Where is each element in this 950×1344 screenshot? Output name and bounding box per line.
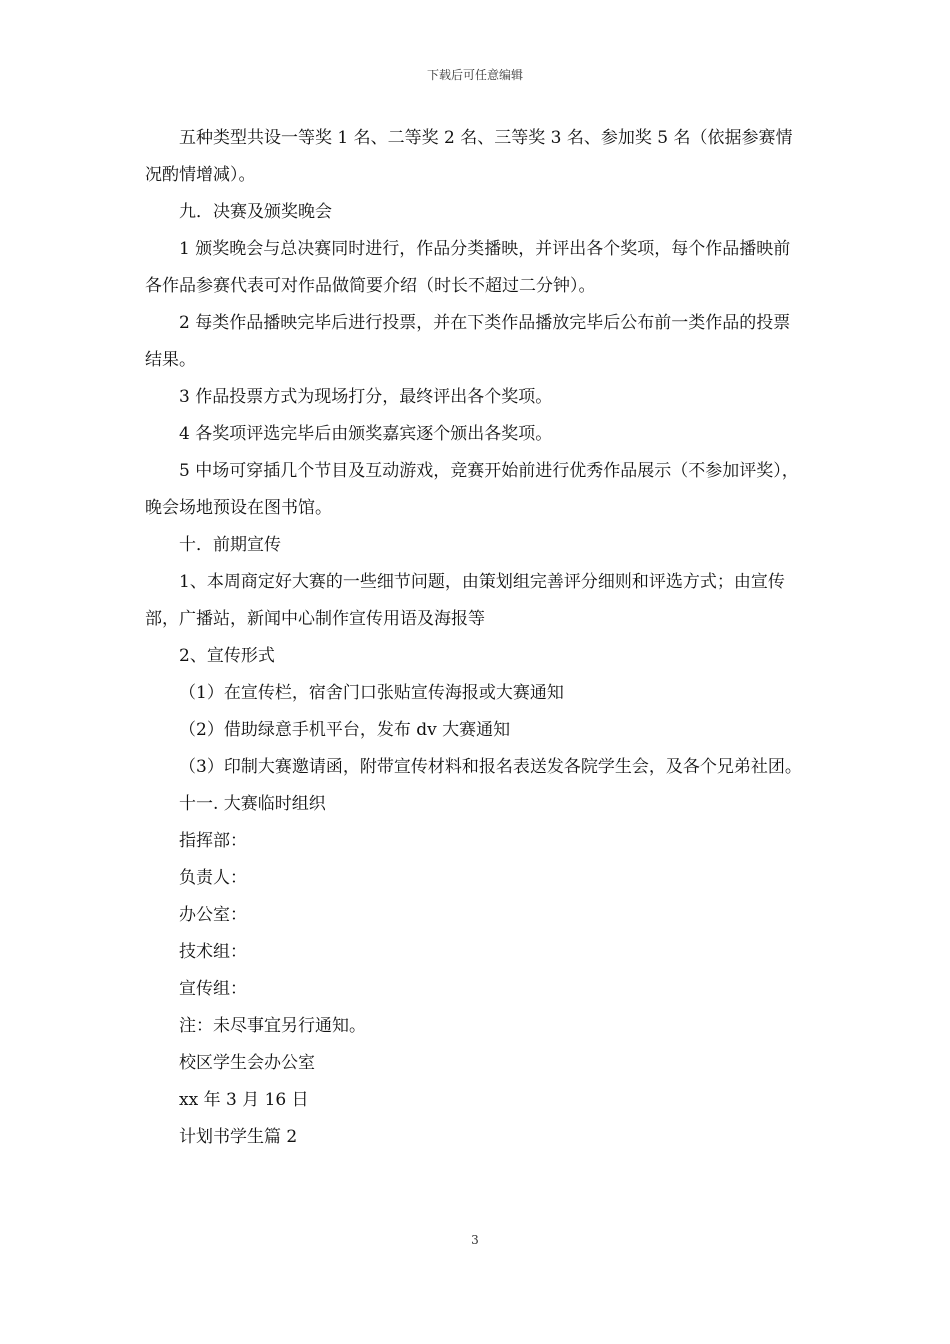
paragraph-promo-1: 1、本周商定好大赛的一些细节问题，由策划组完善评分细则和评选方式；由宣传部，广播站，新闻中心制作宣传用语及海报等 xyxy=(145,572,785,629)
paragraph-item-3: 3 作品投票方式为现场打分，最终评出各个奖项。 xyxy=(179,387,553,407)
paragraph-item-2: 2 每类作品播映完毕后进行投票，并在下类作品播放完毕后公布前一类作品的投票结果。 xyxy=(145,313,791,370)
paragraph-item-4: 4 各奖项评选完毕后由颁奖嘉宾逐个颁出各奖项。 xyxy=(179,424,553,444)
signature-org: 校区学生会办公室 xyxy=(179,1053,315,1073)
signature-date: xx 年 3 月 16 日 xyxy=(179,1090,309,1110)
org-tech: 技术组： xyxy=(179,942,247,962)
paragraph-promo-form-3: （3）印制大赛邀请函，附带宣传材料和报名表送发各院学生会，及各个兄弟社团。 xyxy=(179,757,802,777)
paragraph-item-5: 5 中场可穿插几个节目及互动游戏，竞赛开始前进行优秀作品展示（不参加评奖），晚会场地预设在图书馆。 xyxy=(145,461,799,518)
org-leader: 负责人： xyxy=(179,868,247,888)
paragraph-promo-form-1: （1）在宣传栏，宿舍门口张贴宣传海报或大赛通知 xyxy=(179,683,564,703)
next-section-title: 计划书学生篇 2 xyxy=(179,1127,298,1147)
paragraph-promo-form-2: （2）借助绿意手机平台，发布 dv 大赛通知 xyxy=(179,720,511,740)
org-office: 办公室： xyxy=(179,905,247,925)
org-command: 指挥部： xyxy=(179,831,247,851)
org-publicity: 宣传组： xyxy=(179,979,247,999)
paragraph-item-1: 1 颁奖晚会与总决赛同时进行，作品分类播映，并评出各个奖项，每个作品播映前各作品参赛代表可对作品做简要介绍（时长不超过二分钟）。 xyxy=(145,239,791,296)
note: 注：未尽事宜另行通知。 xyxy=(179,1016,366,1036)
section-heading-11: 十一. 大赛临时组织 xyxy=(179,794,326,814)
document-body xyxy=(145,120,807,1156)
paragraph-awards: 五种类型共设一等奖 1 名、二等奖 2 名、三等奖 3 名、参加奖 5 名（依据参赛情况酌情增减）。 xyxy=(145,128,793,185)
section-heading-10: 十．前期宣传 xyxy=(179,535,281,555)
page-number: 3 xyxy=(471,1233,479,1247)
paragraph-promo-2: 2、宣传形式 xyxy=(179,646,275,666)
section-heading-9: 九．决赛及颁奖晚会 xyxy=(179,202,332,222)
page-header: 下载后可任意编辑 xyxy=(426,68,523,82)
